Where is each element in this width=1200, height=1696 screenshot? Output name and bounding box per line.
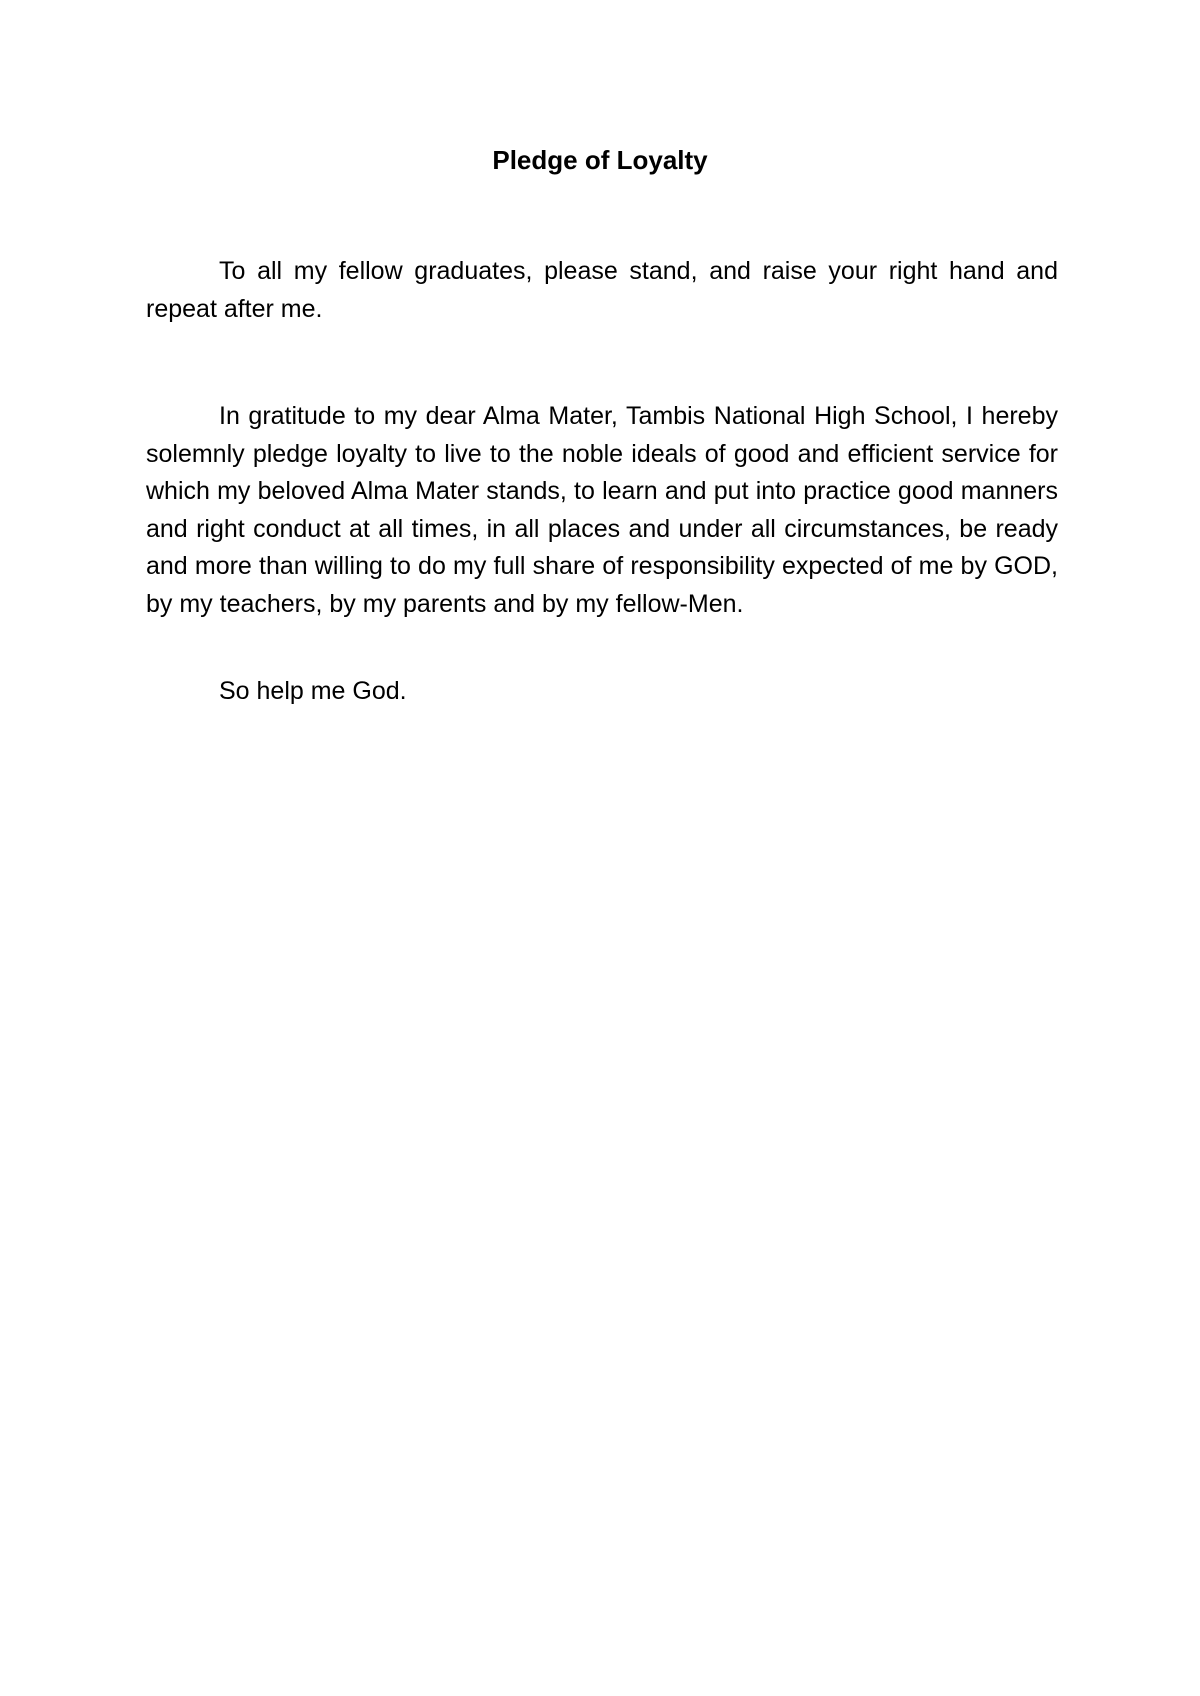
paragraph-closing: So help me God. <box>219 677 407 705</box>
document-title: Pledge of Loyalty <box>492 145 708 175</box>
paragraph-pledge: In gratitude to my dear Alma Mater, Tambis National High School, I hereby solemnly pledge loyalty to live to the noble ideals of good and efficient service for which my beloved Alma Mater stands, to learn and put into practice good manners and right conduct at all times, in all places and under all circumstances, be ready and more than willing to do my full share of responsibility expected of me by GOD, by my teachers, by my parents and by my fellow-Men. <box>146 402 1058 618</box>
paragraph-invitation: To all my fellow graduates, please stand, and raise your right hand and repeat after me. <box>146 257 1058 323</box>
